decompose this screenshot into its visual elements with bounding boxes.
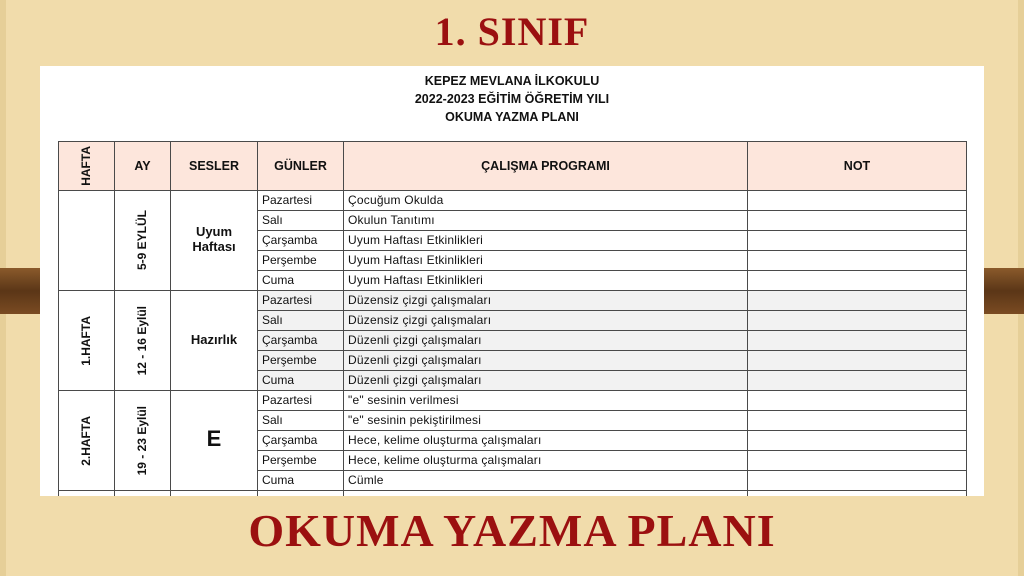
program-cell: Hece, kelime oluşturma çalışmaları [344, 431, 748, 451]
program-cell: "e" sesinin pekiştirilmesi [344, 411, 748, 431]
header-program: ÇALIŞMA PROGRAMI [344, 142, 748, 191]
week-sesler-cell: Uyum Haftası [171, 191, 258, 291]
program-cell: "e" sesinin verilmesi [344, 391, 748, 411]
note-cell [748, 251, 967, 271]
empty-cell [115, 491, 171, 497]
week-hafta-cell: 1.HAFTA [59, 291, 115, 391]
empty-cell [59, 491, 115, 497]
note-cell [748, 191, 967, 211]
program-cell: Hece, kelime oluşturma çalışmaları [344, 451, 748, 471]
program-cell: Uyum Haftası Etkinlikleri [344, 231, 748, 251]
program-cell: Okulun Tanıtımı [344, 211, 748, 231]
week-sesler-cell: Hazırlık [171, 291, 258, 391]
week-hafta-cell [59, 191, 115, 291]
note-cell [748, 211, 967, 231]
program-cell: Düzensiz çizgi çalışmaları [344, 311, 748, 331]
note-cell [748, 411, 967, 431]
day-cell: Cuma [258, 471, 344, 491]
empty-cell [258, 491, 344, 497]
table-row-partial [59, 491, 967, 497]
week-ay-cell: 12 - 16 Eylül [115, 291, 171, 391]
week-hafta-cell: 2.HAFTA [59, 391, 115, 491]
note-cell [748, 391, 967, 411]
note-cell [748, 371, 967, 391]
note-cell [748, 351, 967, 371]
day-cell: Pazartesi [258, 191, 344, 211]
week-sesler-cell: E [171, 391, 258, 491]
note-cell [748, 471, 967, 491]
header-hafta: HAFTA [59, 142, 115, 191]
day-cell: Çarşamba [258, 331, 344, 351]
empty-cell [344, 491, 748, 497]
program-cell: Çocuğum Okulda [344, 191, 748, 211]
day-cell: Salı [258, 211, 344, 231]
note-cell [748, 271, 967, 291]
school-year: 2022-2023 EĞİTİM ÖĞRETİM YILI [414, 92, 610, 106]
program-cell: Düzenli çizgi çalışmaları [344, 331, 748, 351]
document-header [40, 72, 984, 126]
plan-table [58, 141, 967, 496]
document-image [40, 66, 984, 496]
program-cell: Cümle [344, 471, 748, 491]
day-cell: Salı [258, 311, 344, 331]
school-name: KEPEZ MEVLANA İLKOKULU [424, 74, 600, 88]
header-not: NOT [748, 142, 967, 191]
day-cell: Salı [258, 411, 344, 431]
note-cell [748, 451, 967, 471]
day-cell: Çarşamba [258, 431, 344, 451]
day-cell: Perşembe [258, 451, 344, 471]
day-cell: Çarşamba [258, 231, 344, 251]
note-cell [748, 231, 967, 251]
table-header-row [59, 142, 967, 191]
empty-cell [171, 491, 258, 497]
wood-strip-left [0, 268, 40, 314]
day-cell: Perşembe [258, 251, 344, 271]
note-cell [748, 431, 967, 451]
slide-top-title: 1. SINIF [434, 9, 590, 54]
header-ay: AY [115, 142, 171, 191]
empty-cell [748, 491, 967, 497]
day-cell: Pazartesi [258, 291, 344, 311]
note-cell [748, 311, 967, 331]
header-sesler: SESLER [171, 142, 258, 191]
day-cell: Perşembe [258, 351, 344, 371]
table-body [59, 191, 967, 497]
table-row [59, 391, 967, 411]
table-row [59, 191, 967, 211]
note-cell [748, 291, 967, 311]
note-cell [748, 331, 967, 351]
day-cell: Cuma [258, 371, 344, 391]
day-cell: Pazartesi [258, 391, 344, 411]
table-row [59, 291, 967, 311]
week-ay-cell: 5-9 EYLÜL [115, 191, 171, 291]
week-ay-cell: 19 - 23 Eylül [115, 391, 171, 491]
plan-name: OKUMA YAZMA PLANI [445, 110, 579, 124]
slide-bottom-title: OKUMA YAZMA PLANI [248, 505, 776, 556]
program-cell: Uyum Haftası Etkinlikleri [344, 271, 748, 291]
program-cell: Düzenli çizgi çalışmaları [344, 351, 748, 371]
program-cell: Düzenli çizgi çalışmaları [344, 371, 748, 391]
program-cell: Uyum Haftası Etkinlikleri [344, 251, 748, 271]
day-cell: Cuma [258, 271, 344, 291]
program-cell: Düzensiz çizgi çalışmaları [344, 291, 748, 311]
header-gunler: GÜNLER [258, 142, 344, 191]
